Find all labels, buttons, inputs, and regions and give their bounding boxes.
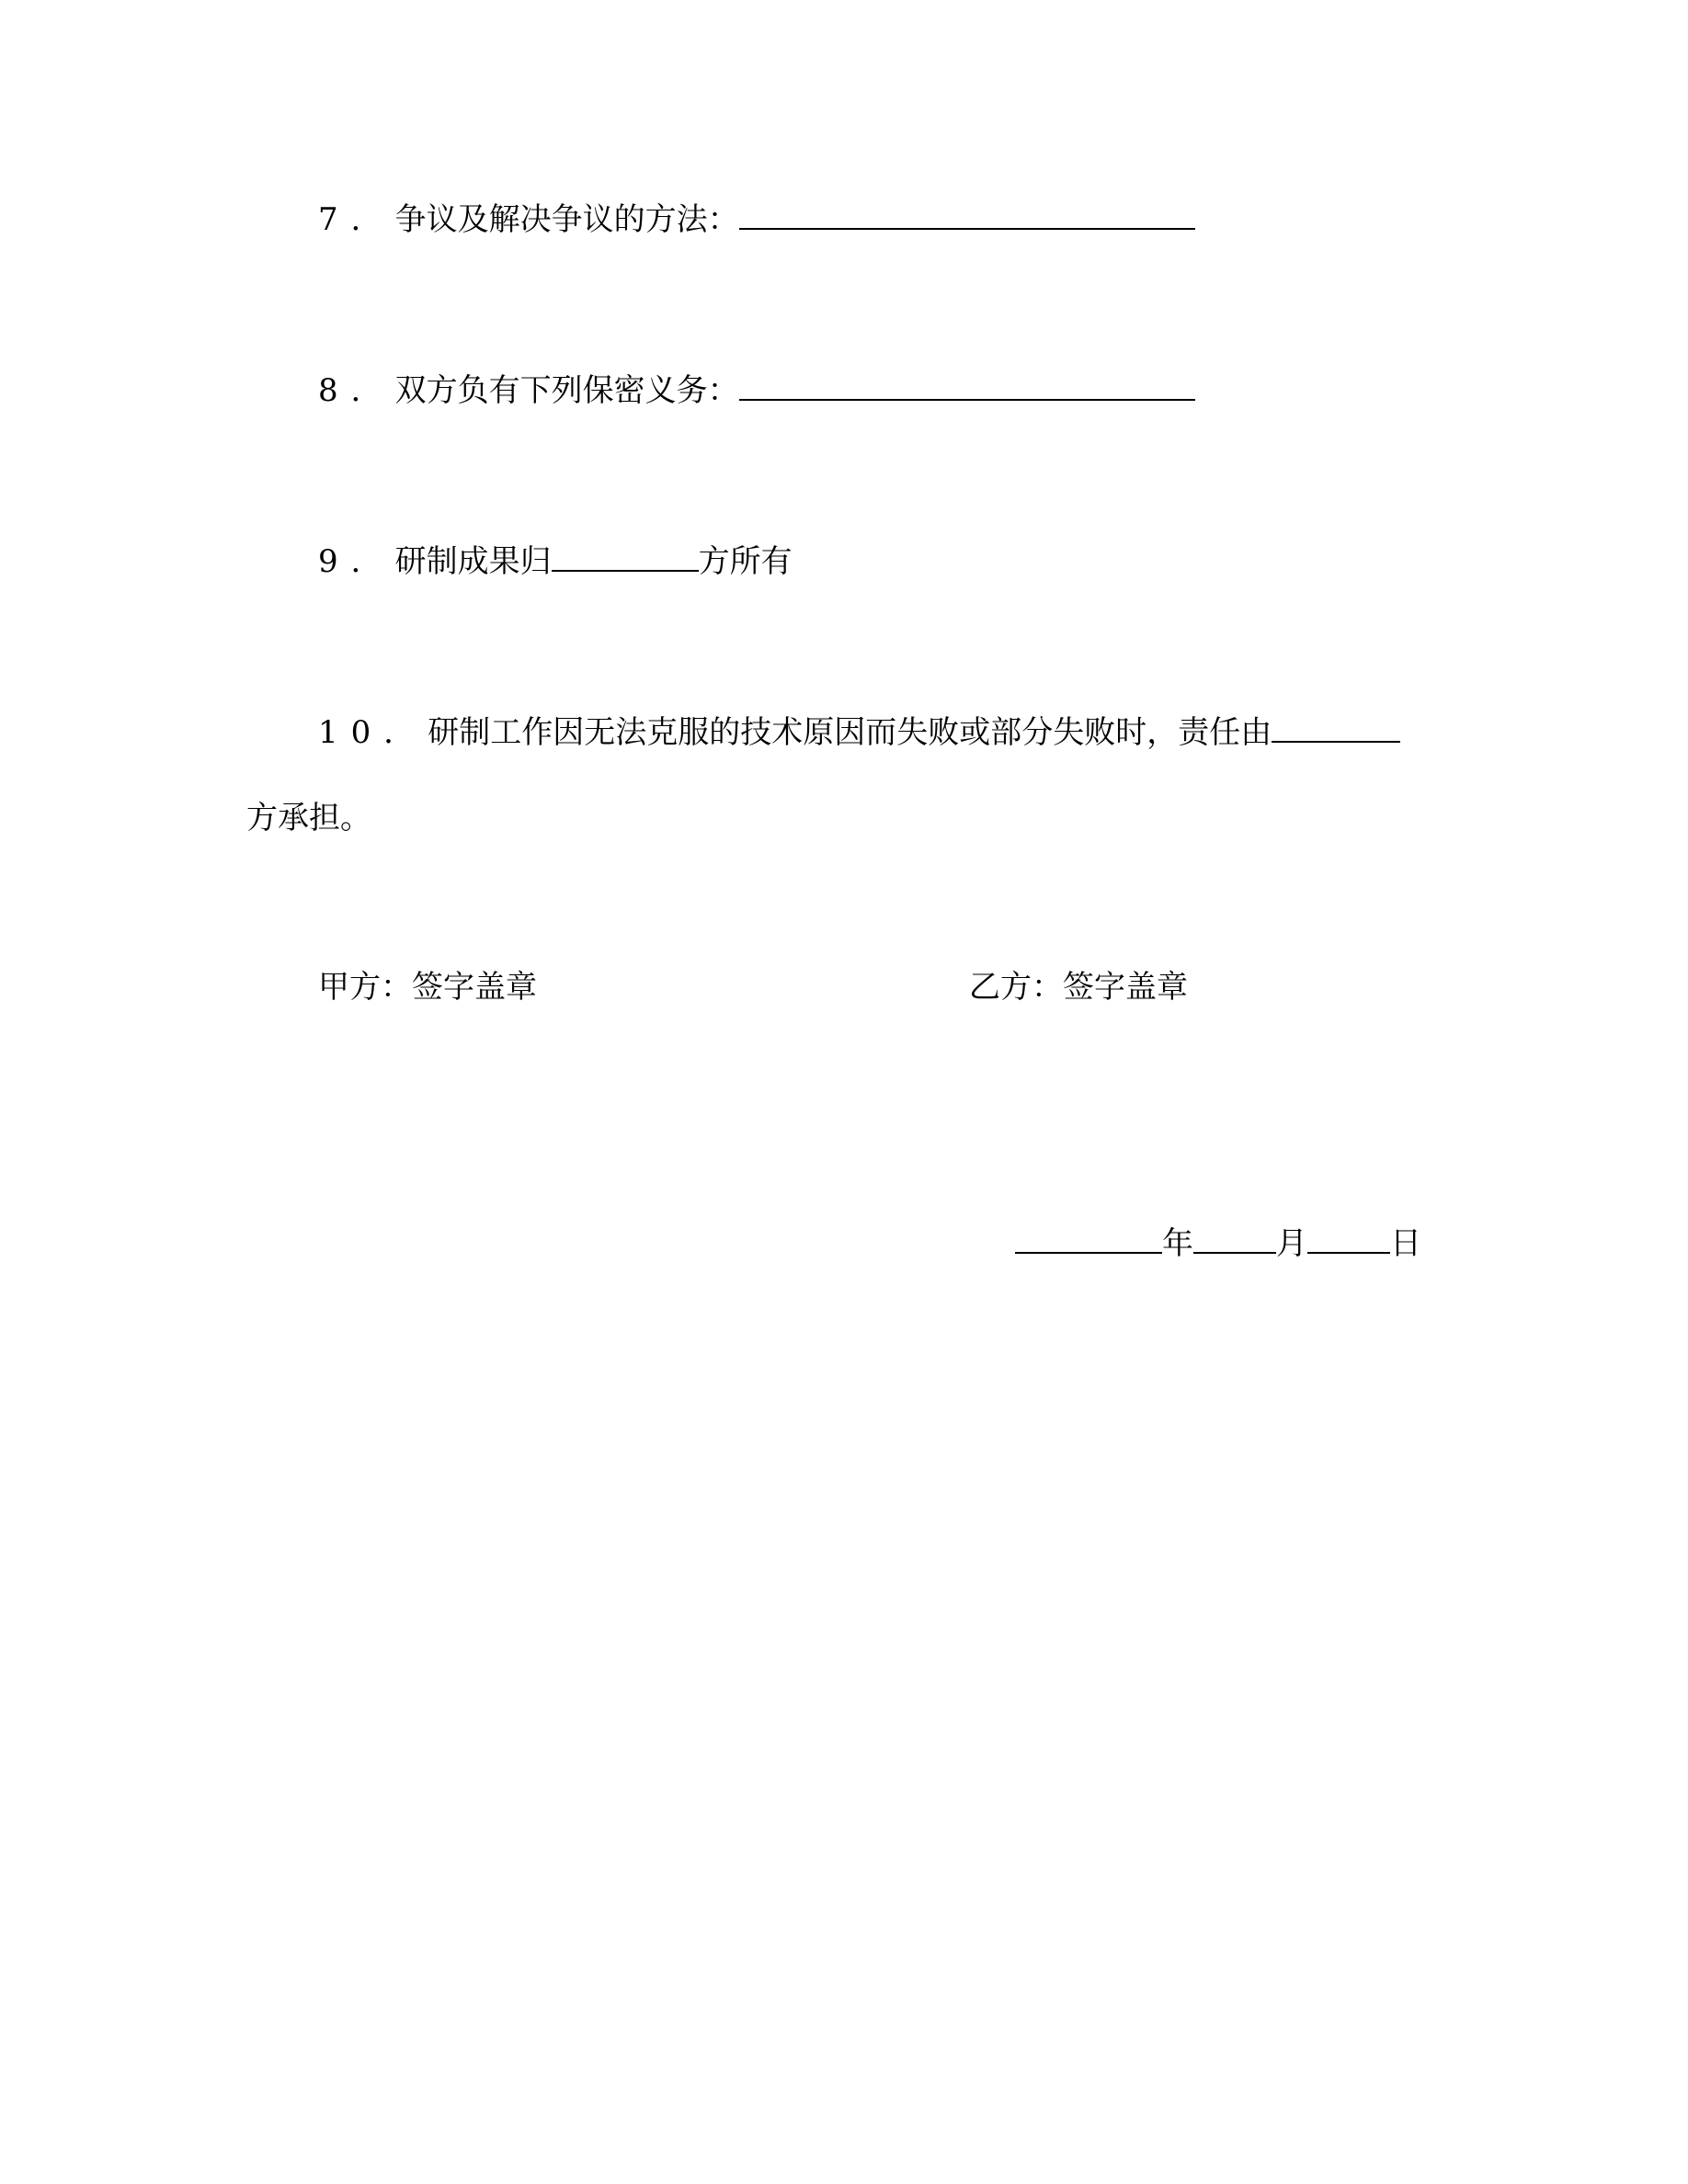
clause-9-text-after: 方所有 — [698, 543, 793, 580]
clause-9-blank[interactable] — [552, 539, 699, 572]
day-label: 日 — [1390, 1225, 1421, 1262]
clause-7 — [318, 197, 1195, 240]
clause-10-number: 10． — [318, 714, 428, 751]
clause-8-number: 8． — [318, 372, 395, 409]
year-label: 年 — [1162, 1225, 1193, 1262]
day-blank[interactable] — [1307, 1221, 1390, 1254]
clause-10-text-line2: 方承担。 — [246, 800, 371, 836]
clause-7-blank[interactable] — [739, 197, 1195, 230]
year-blank[interactable] — [1015, 1221, 1162, 1254]
party-a-label: 甲方：签字盖章 — [318, 969, 537, 1006]
signing-date — [1015, 1221, 1421, 1264]
clause-7-text: 争议及解决争议的方法： — [394, 201, 739, 238]
clause-8 — [318, 368, 1195, 411]
clause-10-blank[interactable] — [1272, 710, 1400, 743]
party-a-signature — [318, 967, 537, 1007]
party-b-label: 乙方：签字盖章 — [969, 969, 1188, 1006]
clause-9 — [318, 539, 793, 582]
clause-9-text-before: 研制成果归 — [394, 543, 552, 580]
clause-7-number: 7． — [318, 201, 395, 238]
month-label: 月 — [1276, 1225, 1307, 1262]
party-b-signature — [969, 967, 1188, 1007]
clause-8-text: 双方负有下列保密义务： — [394, 372, 739, 409]
month-blank[interactable] — [1193, 1221, 1276, 1254]
clause-8-blank[interactable] — [739, 368, 1195, 401]
clause-10-continuation — [246, 798, 371, 838]
clause-10 — [318, 710, 1400, 753]
clause-10-text-line1: 研制工作因无法克服的技术原因而失败或部分失败时，责任由 — [428, 714, 1272, 751]
clause-9-number: 9． — [318, 543, 395, 580]
